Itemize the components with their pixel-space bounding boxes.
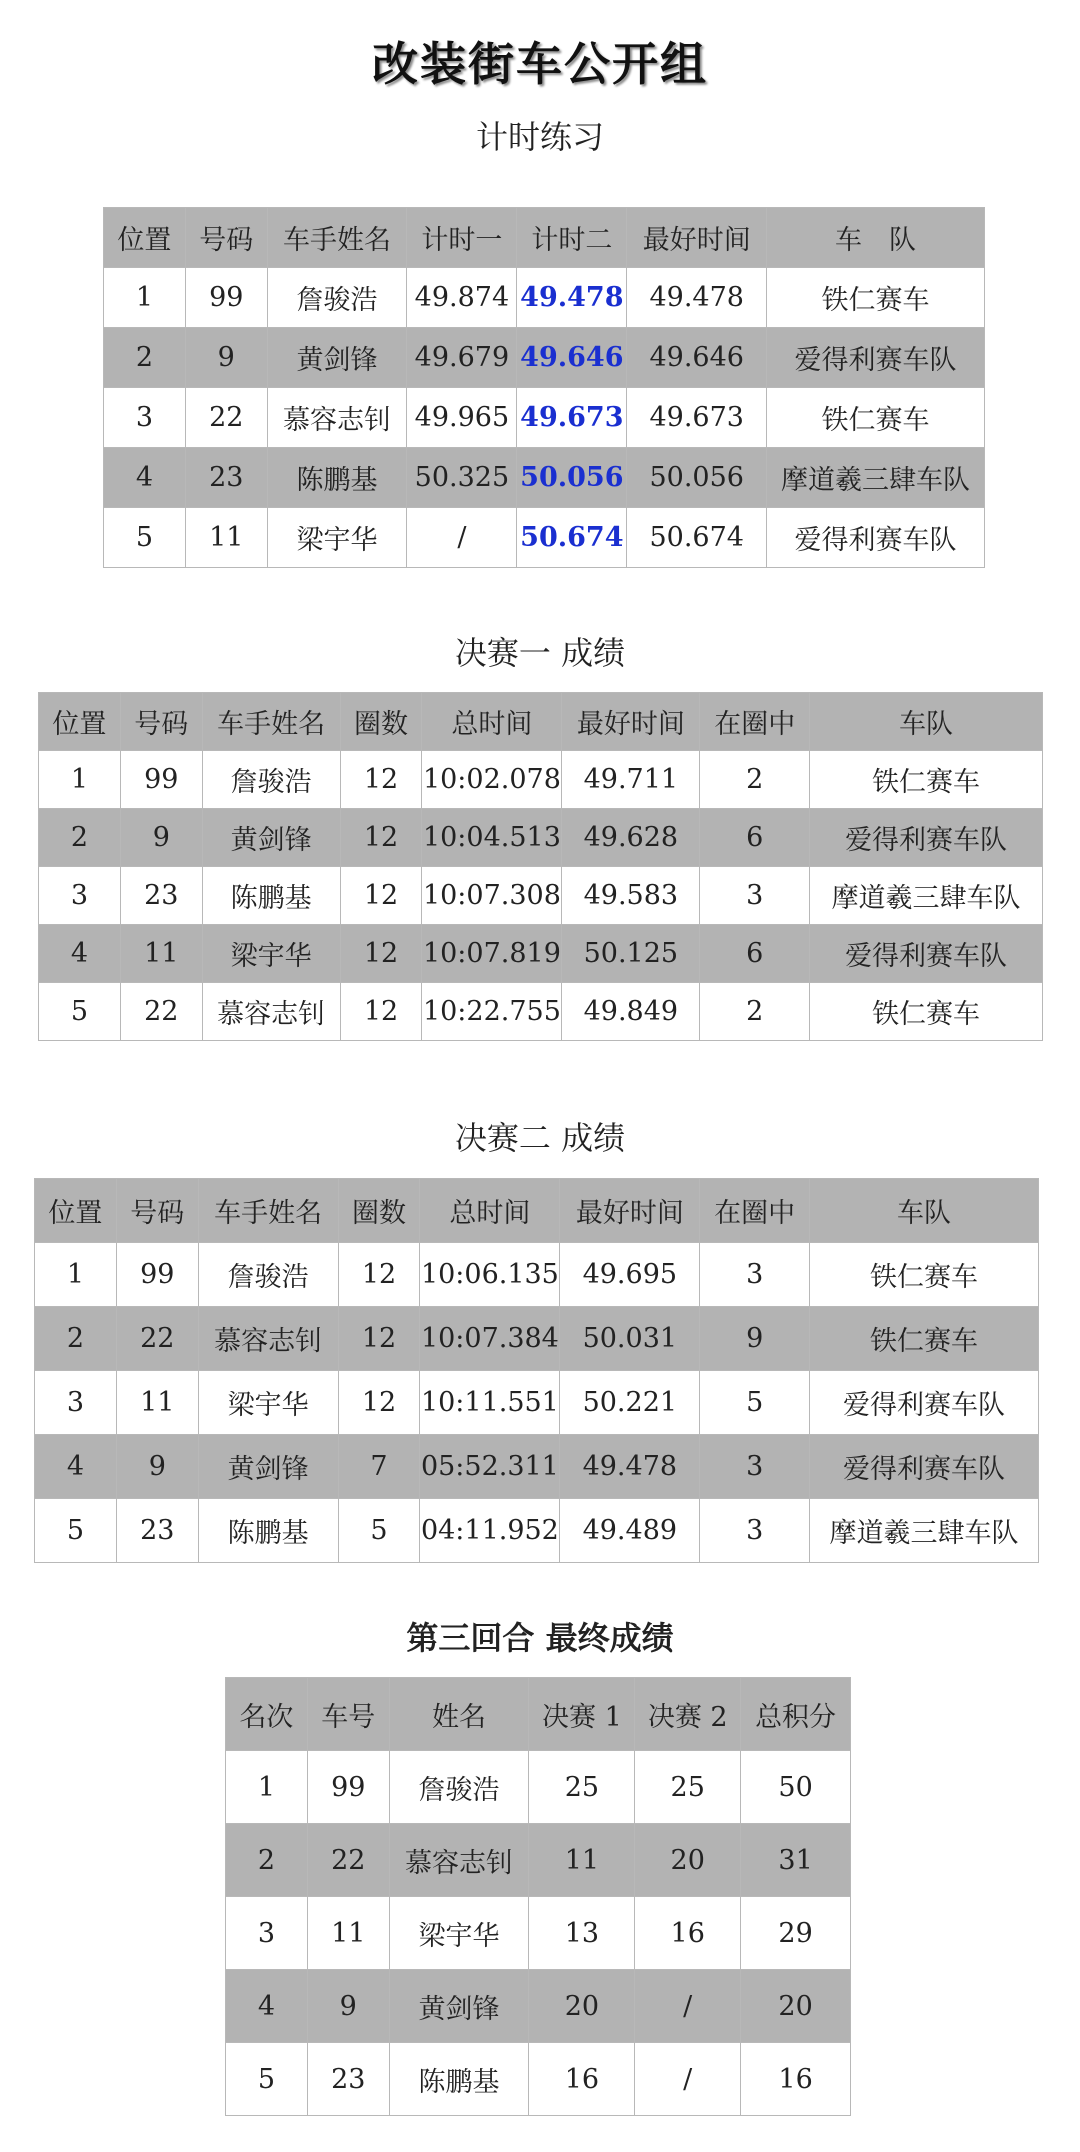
header-cell: 最好时间 xyxy=(560,1179,700,1243)
final1-table xyxy=(38,692,1043,1041)
cell: 50.125 xyxy=(562,925,700,983)
cell: 2 xyxy=(39,809,121,867)
cell: 1 xyxy=(104,268,186,328)
header-cell: 在圈中 xyxy=(700,1179,810,1243)
cell: 25 xyxy=(635,1751,741,1824)
cell: 黄剑锋 xyxy=(389,1970,529,2043)
cell: 12 xyxy=(340,751,422,809)
cell: 1 xyxy=(226,1751,308,1824)
cell: 陈鹏基 xyxy=(267,448,407,508)
cell: 9 xyxy=(116,1435,198,1499)
table-row xyxy=(35,1371,1039,1435)
cell: 铁仁赛车 xyxy=(810,1243,1039,1307)
header-cell: 决赛 2 xyxy=(635,1678,741,1751)
header-cell: 计时二 xyxy=(517,208,627,268)
cell: 5 xyxy=(39,983,121,1041)
table-row xyxy=(104,448,985,508)
cell: 陈鹏基 xyxy=(389,2043,529,2116)
final-standings-table xyxy=(225,1677,851,2116)
cell: 49.673 xyxy=(627,388,767,448)
cell: 铁仁赛车 xyxy=(810,751,1043,809)
cell: 4 xyxy=(35,1435,117,1499)
cell: 49.849 xyxy=(562,983,700,1041)
cell: 爱得利赛车队 xyxy=(767,508,985,568)
cell: 摩道羲三肆车队 xyxy=(810,867,1043,925)
cell: / xyxy=(635,2043,741,2116)
cell: 04:11.952 xyxy=(420,1499,560,1563)
cell: 10:06.135 xyxy=(420,1243,560,1307)
cell: 23 xyxy=(185,448,267,508)
cell: 爱得利赛车队 xyxy=(767,328,985,388)
cell: 陈鹏基 xyxy=(198,1499,338,1563)
cell: 12 xyxy=(340,925,422,983)
cell: 49.711 xyxy=(562,751,700,809)
header-cell: 车队 xyxy=(810,1179,1039,1243)
header-cell: 总时间 xyxy=(422,693,562,751)
table-row xyxy=(35,1435,1039,1499)
table-row xyxy=(39,983,1043,1041)
cell: 49.478 xyxy=(627,268,767,328)
cell: 16 xyxy=(635,1897,741,1970)
header-cell: 计时一 xyxy=(407,208,517,268)
cell: 50.325 xyxy=(407,448,517,508)
cell: 50.674 xyxy=(627,508,767,568)
cell: 11 xyxy=(116,1371,198,1435)
cell: 梁宇华 xyxy=(389,1897,529,1970)
cell: 3 xyxy=(39,867,121,925)
cell: 50.031 xyxy=(560,1307,700,1371)
cell: 铁仁赛车 xyxy=(767,388,985,448)
cell: 10:11.551 xyxy=(420,1371,560,1435)
cell: 爱得利赛车队 xyxy=(810,1435,1039,1499)
cell: 梁宇华 xyxy=(267,508,407,568)
cell: 50.221 xyxy=(560,1371,700,1435)
header-cell: 号码 xyxy=(185,208,267,268)
table-row xyxy=(39,925,1043,983)
cell: 99 xyxy=(120,751,202,809)
cell: 梁宇华 xyxy=(202,925,340,983)
cell: / xyxy=(635,1970,741,2043)
header-cell: 决赛 1 xyxy=(529,1678,635,1751)
table-row xyxy=(226,1751,851,1824)
cell: 詹骏浩 xyxy=(198,1243,338,1307)
cell: 99 xyxy=(185,268,267,328)
header-cell: 车队 xyxy=(810,693,1043,751)
table-row xyxy=(104,388,985,448)
cell: 10:02.078 xyxy=(422,751,562,809)
practice-title: 计时练习 xyxy=(475,118,604,156)
best-time-cell: 49.646 xyxy=(517,328,627,388)
header-cell: 总积分 xyxy=(741,1678,851,1751)
cell: 22 xyxy=(116,1307,198,1371)
cell: 4 xyxy=(104,448,186,508)
cell: 22 xyxy=(120,983,202,1041)
cell: 4 xyxy=(39,925,121,983)
cell: 3 xyxy=(700,1435,810,1499)
table-row xyxy=(39,751,1043,809)
table-row xyxy=(35,1499,1039,1563)
cell: 23 xyxy=(120,867,202,925)
table-row xyxy=(35,1307,1039,1371)
cell: 爱得利赛车队 xyxy=(810,925,1043,983)
cell: 3 xyxy=(700,867,810,925)
cell: 20 xyxy=(529,1970,635,2043)
cell: 12 xyxy=(338,1371,420,1435)
cell: 3 xyxy=(226,1897,308,1970)
cell: 10:04.513 xyxy=(422,809,562,867)
cell: 49.965 xyxy=(407,388,517,448)
cell: 22 xyxy=(307,1824,389,1897)
cell: 20 xyxy=(741,1970,851,2043)
header-cell: 车手姓名 xyxy=(267,208,407,268)
header-cell: 圈数 xyxy=(338,1179,420,1243)
practice-table xyxy=(103,207,985,568)
cell: 49.478 xyxy=(560,1435,700,1499)
cell: 49.874 xyxy=(407,268,517,328)
header-cell: 名次 xyxy=(226,1678,308,1751)
cell: 慕容志钊 xyxy=(198,1307,338,1371)
header-cell: 车手姓名 xyxy=(202,693,340,751)
cell: 黄剑锋 xyxy=(202,809,340,867)
cell: 9 xyxy=(120,809,202,867)
final2-title: 决赛二 成绩 xyxy=(454,1119,626,1157)
page-title: 改装街车公开组 xyxy=(372,37,708,91)
header-cell: 号码 xyxy=(116,1179,198,1243)
final1-title: 决赛一 成绩 xyxy=(454,634,626,672)
cell: 4 xyxy=(226,1970,308,2043)
cell: 6 xyxy=(700,809,810,867)
table-row xyxy=(226,2043,851,2116)
cell: 3 xyxy=(700,1243,810,1307)
table-row xyxy=(104,328,985,388)
cell: 12 xyxy=(338,1307,420,1371)
cell: 3 xyxy=(700,1499,810,1563)
cell: 1 xyxy=(39,751,121,809)
cell: 5 xyxy=(700,1371,810,1435)
cell: 12 xyxy=(340,983,422,1041)
best-time-cell: 50.056 xyxy=(517,448,627,508)
cell: 99 xyxy=(307,1751,389,1824)
cell: 1 xyxy=(35,1243,117,1307)
cell: / xyxy=(407,508,517,568)
cell: 49.646 xyxy=(627,328,767,388)
header-cell: 总时间 xyxy=(420,1179,560,1243)
cell: 慕容志钊 xyxy=(202,983,340,1041)
cell: 16 xyxy=(741,2043,851,2116)
cell: 49.679 xyxy=(407,328,517,388)
cell: 爱得利赛车队 xyxy=(810,1371,1039,1435)
cell: 摩道羲三肆车队 xyxy=(767,448,985,508)
cell: 梁宇华 xyxy=(198,1371,338,1435)
cell: 12 xyxy=(340,809,422,867)
cell: 慕容志钊 xyxy=(389,1824,529,1897)
table-row xyxy=(226,1824,851,1897)
cell: 49.695 xyxy=(560,1243,700,1307)
cell: 49.583 xyxy=(562,867,700,925)
cell: 10:07.819 xyxy=(422,925,562,983)
final2-table xyxy=(34,1178,1039,1563)
cell: 3 xyxy=(35,1371,117,1435)
header-cell: 位置 xyxy=(35,1179,117,1243)
cell: 11 xyxy=(185,508,267,568)
cell: 49.489 xyxy=(560,1499,700,1563)
cell: 11 xyxy=(120,925,202,983)
cell: 慕容志钊 xyxy=(267,388,407,448)
cell: 铁仁赛车 xyxy=(767,268,985,328)
cell: 20 xyxy=(635,1824,741,1897)
cell: 陈鹏基 xyxy=(202,867,340,925)
cell: 6 xyxy=(700,925,810,983)
cell: 詹骏浩 xyxy=(267,268,407,328)
cell: 詹骏浩 xyxy=(389,1751,529,1824)
cell: 10:07.308 xyxy=(422,867,562,925)
cell: 9 xyxy=(185,328,267,388)
cell: 2 xyxy=(700,751,810,809)
table-row xyxy=(35,1243,1039,1307)
cell: 16 xyxy=(529,2043,635,2116)
cell: 5 xyxy=(226,2043,308,2116)
best-time-cell: 49.673 xyxy=(517,388,627,448)
cell: 29 xyxy=(741,1897,851,1970)
table-row xyxy=(104,508,985,568)
cell: 5 xyxy=(104,508,186,568)
header-cell: 车 队 xyxy=(767,208,985,268)
table-row xyxy=(226,1970,851,2043)
cell: 10:07.384 xyxy=(420,1307,560,1371)
cell: 9 xyxy=(700,1307,810,1371)
cell: 22 xyxy=(185,388,267,448)
header-cell: 圈数 xyxy=(340,693,422,751)
cell: 11 xyxy=(529,1824,635,1897)
cell: 詹骏浩 xyxy=(202,751,340,809)
cell: 爱得利赛车队 xyxy=(810,809,1043,867)
cell: 7 xyxy=(338,1435,420,1499)
final-standings-title: 第三回合 最终成绩 xyxy=(406,1619,674,1657)
cell: 49.628 xyxy=(562,809,700,867)
best-time-cell: 49.478 xyxy=(517,268,627,328)
table-row xyxy=(226,1897,851,1970)
cell: 铁仁赛车 xyxy=(810,1307,1039,1371)
cell: 50.056 xyxy=(627,448,767,508)
cell: 12 xyxy=(338,1243,420,1307)
header-cell: 号码 xyxy=(120,693,202,751)
table-row xyxy=(39,867,1043,925)
cell: 99 xyxy=(116,1243,198,1307)
header-cell: 最好时间 xyxy=(562,693,700,751)
header-cell: 位置 xyxy=(39,693,121,751)
header-cell: 最好时间 xyxy=(627,208,767,268)
cell: 2 xyxy=(35,1307,117,1371)
cell: 2 xyxy=(226,1824,308,1897)
cell: 3 xyxy=(104,388,186,448)
header-cell: 位置 xyxy=(104,208,186,268)
cell: 10:22.755 xyxy=(422,983,562,1041)
best-time-cell: 50.674 xyxy=(517,508,627,568)
cell: 13 xyxy=(529,1897,635,1970)
header-cell: 在圈中 xyxy=(700,693,810,751)
cell: 05:52.311 xyxy=(420,1435,560,1499)
cell: 5 xyxy=(338,1499,420,1563)
cell: 2 xyxy=(700,983,810,1041)
cell: 黄剑锋 xyxy=(198,1435,338,1499)
header-cell: 姓名 xyxy=(389,1678,529,1751)
table-row xyxy=(104,268,985,328)
cell: 黄剑锋 xyxy=(267,328,407,388)
cell: 31 xyxy=(741,1824,851,1897)
cell: 铁仁赛车 xyxy=(810,983,1043,1041)
cell: 12 xyxy=(340,867,422,925)
cell: 50 xyxy=(741,1751,851,1824)
cell: 23 xyxy=(307,2043,389,2116)
table-row xyxy=(39,809,1043,867)
cell: 9 xyxy=(307,1970,389,2043)
cell: 2 xyxy=(104,328,186,388)
cell: 23 xyxy=(116,1499,198,1563)
cell: 5 xyxy=(35,1499,117,1563)
cell: 25 xyxy=(529,1751,635,1824)
header-cell: 车手姓名 xyxy=(198,1179,338,1243)
header-cell: 车号 xyxy=(307,1678,389,1751)
cell: 摩道羲三肆车队 xyxy=(810,1499,1039,1563)
cell: 11 xyxy=(307,1897,389,1970)
